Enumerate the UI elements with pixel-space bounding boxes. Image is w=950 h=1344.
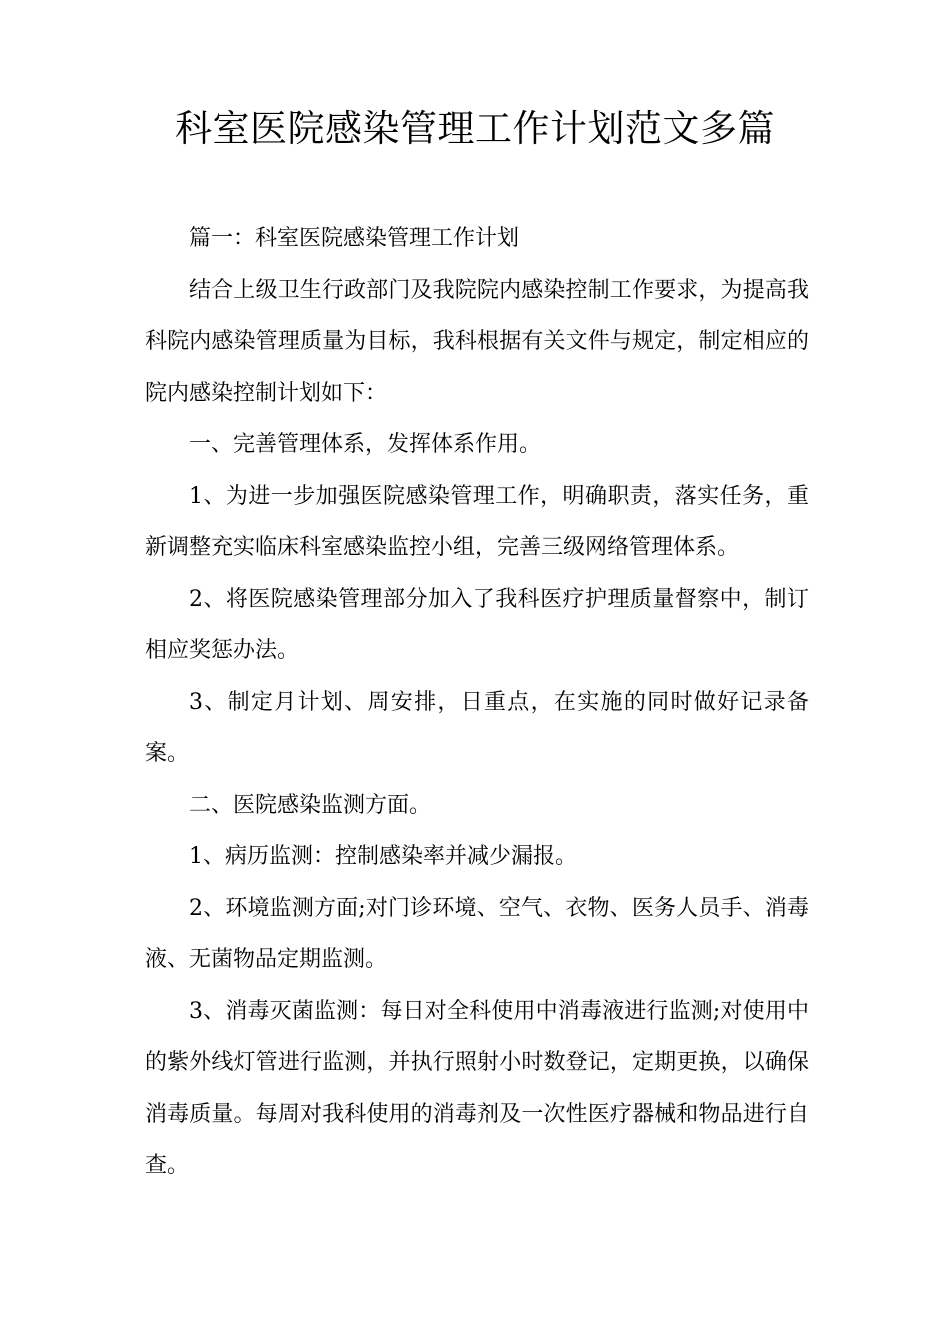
paragraph: 1、病历监测：控制感染率并减少漏报。 [189, 844, 577, 869]
paragraph: 1、为进一步加强医院感染管理工作，明确职责，落实任务，重新调整充实临床科室感染监控小组，完善三级网络管理体系。 [145, 483, 809, 560]
section-heading: 一、完善管理体系，发挥体系作用。 [189, 432, 542, 457]
section-heading: 二、医院感染监测方面。 [189, 792, 432, 818]
document-body [145, 213, 809, 1192]
paragraph: 2、环境监测方面;对门诊环境、空气、衣物、医务人员手、消毒液、无菌物品定期监测。 [145, 895, 809, 972]
paragraph: 2、将医院感染管理部分加入了我科医疗护理质量督察中，制订相应奖惩办法。 [145, 586, 809, 663]
paragraph: 3、制定月计划、周安排，日重点，在实施的同时做好记录备案。 [145, 689, 809, 766]
document-title: 科室医院感染管理工作计划范文多篇 [175, 107, 775, 150]
section-heading: 篇一：科室医院感染管理工作计划 [189, 226, 520, 251]
paragraph: 3、消毒灭菌监测：每日对全科使用中消毒液进行监测;对使用中的紫外线灯管进行监测，并执行照射小时数登记，定期更换，以确保消毒质量。每周对我科使用的消毒剂及一次性医疗器械和物品进行自查。 [145, 998, 809, 1178]
paragraph: 结合上级卫生行政部门及我院院内感染控制工作要求，为提高我科院内感染管理质量为目标，我科根据有关文件与规定，制定相应的院内感染控制计划如下： [145, 277, 809, 406]
